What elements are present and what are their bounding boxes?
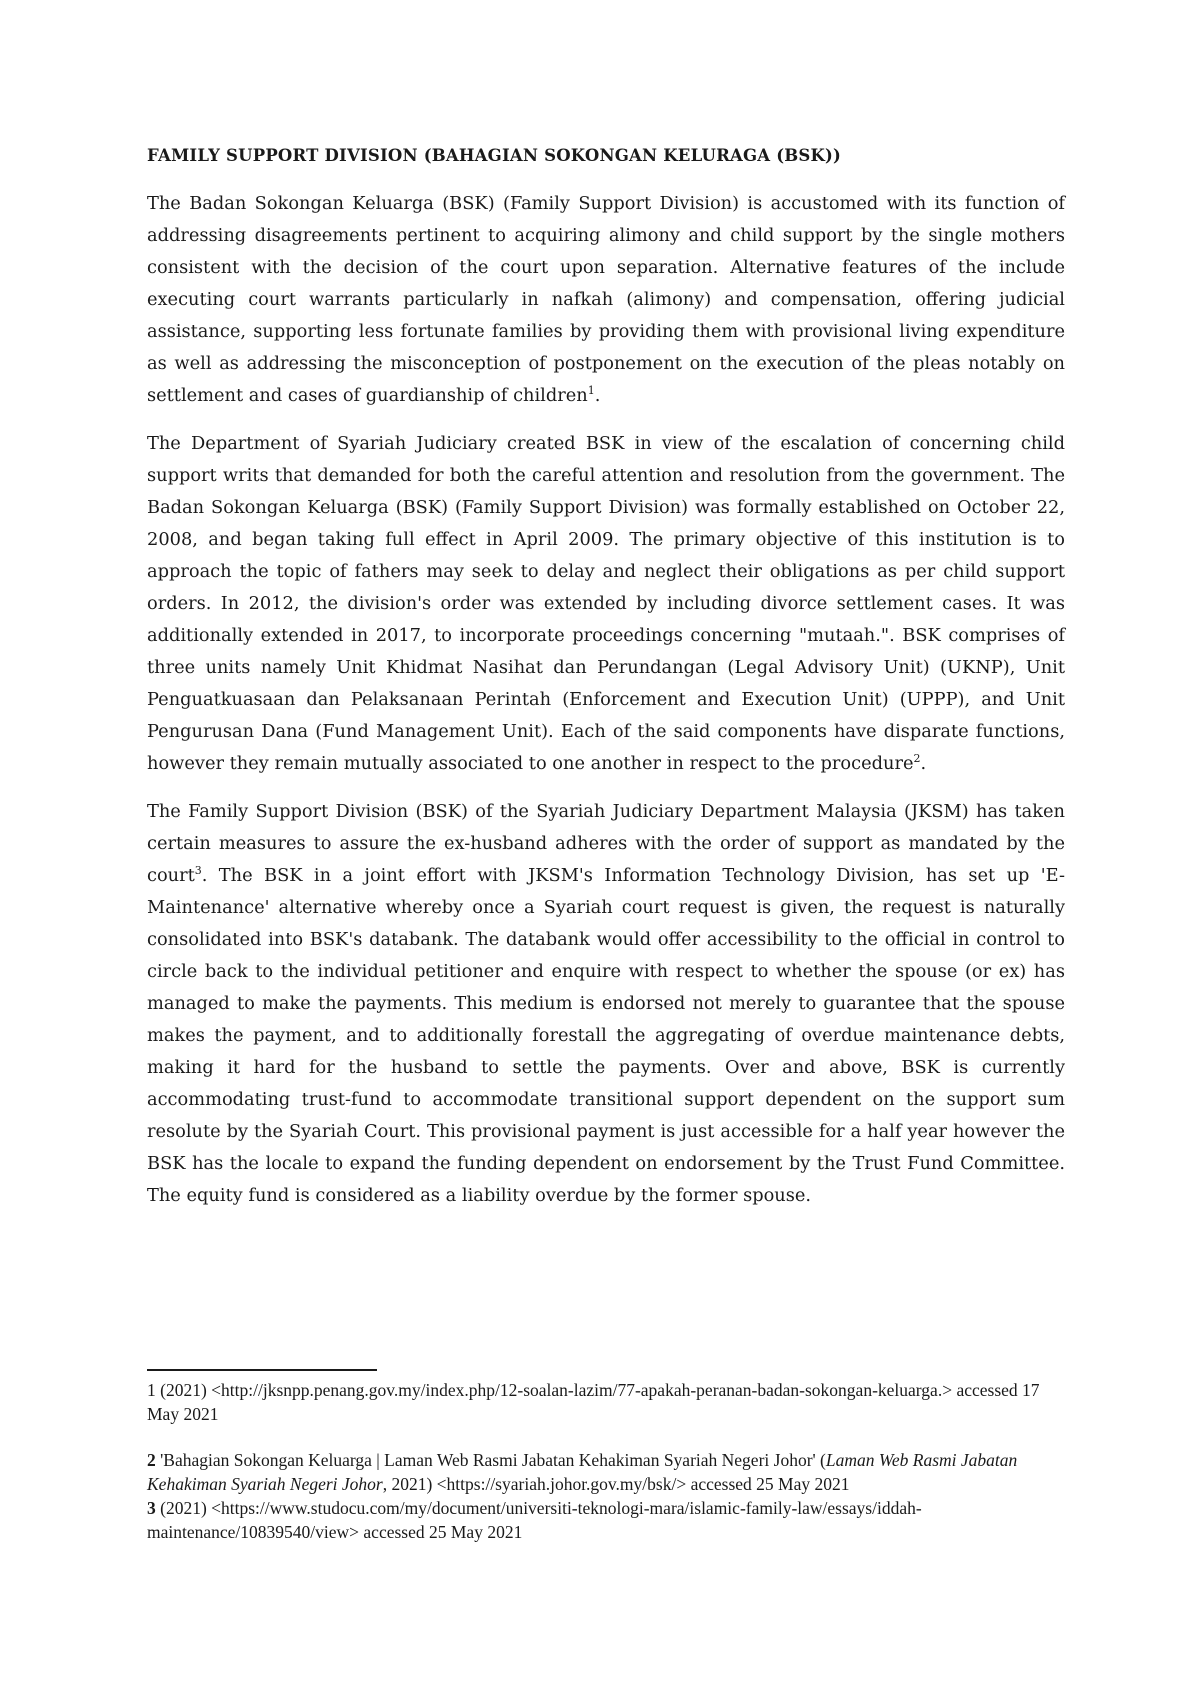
footnote-1-number: 1	[147, 1380, 156, 1400]
footnote-2-italic-title: Laman Web Rasmi Jabatan Kehakiman Syariah Negeri Johor	[147, 1450, 1018, 1494]
footnote-3-number: 3	[147, 1498, 156, 1518]
footnote-2	[147, 1448, 1065, 1496]
footnote-ref-3[interactable]: 3	[194, 864, 202, 878]
paragraph-2-tail: .	[920, 753, 927, 774]
footnote-1	[147, 1378, 1065, 1426]
paragraph-1	[147, 188, 1065, 412]
footnote-3	[147, 1496, 1065, 1544]
paragraph-2-text: The Department of Syariah Judiciary created BSK in view of the escalation of concerning child support writs that demanded for both the careful attention and resolution from the government. The Badan Sokongan Keluarga (BSK) (Family Support Division) was formally established on October 22, 2008, and began taking full effect in April 2009. The primary objective of this institution is to approach the topic of fathers may seek to delay and neglect their obligations as per child support orders. In 2012, the division's order was extended by including divorce settlement cases. It was additionally extended in 2017, to incorporate proceedings concerning "mutaah.". BSK comprises of three units namely Unit Khidmat Nasihat dan Perundangan (Legal Advisory Unit) (UKNP), Unit Penguatkuasaan dan Pelaksanaan Perintah (Enforcement and Execution Unit) (UPPP), and Unit Pengurusan Dana (Fund Management Unit). Each of the said components have disparate functions, however they remain mutually associated to one another in respect to the procedure	[147, 433, 1065, 774]
footnote-2-number: 2	[147, 1450, 156, 1470]
paragraph-3-text-after: . The BSK in a joint effort with JKSM's Information Technology Division, has set up 'E-Maintenance' alternative whereby once a Syariah court request is given, the request is naturally consolidated into BSK's databank. The databank would offer accessibility to the official in control to circle back to the individual petitioner and enquire with respect to whether the spouse (or ex) has managed to make the payments. This medium is endorsed not merely to guarantee that the spouse makes the payment, and to additionally forestall the aggregating of overdue maintenance debts, making it hard for the husband to settle the payments. Over and above, BSK is currently accommodating trust-fund to accommodate transitional support dependent on the support sum resolute by the Syariah Court. This provisional payment is just accessible for a half year however the BSK has the locale to expand the funding dependent on endorsement by the Trust Fund Committee. The equity fund is considered as a liability overdue by the former spouse.	[147, 865, 1065, 1206]
paragraph-2	[147, 428, 1065, 780]
section-heading: FAMILY SUPPORT DIVISION (BAHAGIAN SOKONGAN KELURAGA (BSK))	[147, 146, 842, 165]
body-text	[147, 188, 1065, 1228]
footnote-divider	[147, 1369, 377, 1371]
paragraph-1-tail: .	[594, 385, 601, 406]
footnote-2-text-before: 'Bahagian Sokongan Keluarga | Laman Web Rasmi Jabatan Kehakiman Syariah Negeri Johor' (	[155, 1450, 826, 1470]
paragraph-1-text: The Badan Sokongan Keluarga (BSK) (Family Support Division) is accustomed with its function of addressing disagreements pertinent to acquiring alimony and child support by the single mothers consistent with the decision of the court upon separation. Alternative features of the include executing court warrants particularly in nafkah (alimony) and compensation, offering judicial assistance, supporting less fortunate families by providing them with provisional living expenditure as well as addressing the misconception of postponement on the execution of the pleas notably on settlement and cases of guardianship of children	[147, 193, 1065, 406]
document-page	[147, 0, 1065, 1698]
paragraph-3	[147, 796, 1065, 1212]
footnote-ref-1[interactable]: 1	[587, 384, 595, 398]
paragraph-3-text-before: The Family Support Division (BSK) of the Syariah Judiciary Department Malaysia (JKSM) has taken certain measures to assure the ex-husband adheres with the order of support as mandated by the court	[147, 801, 1065, 886]
footnote-2-text-after: , 2021) <https://syariah.johor.gov.my/bsk/> accessed 25 May 2021	[382, 1474, 850, 1494]
footnote-ref-2[interactable]: 2	[913, 752, 921, 766]
footnote-1-text: (2021) <http://jksnpp.penang.gov.my/index.php/12-soalan-lazim/77-apakah-peranan-badan-sokongan-keluarga.> accessed 17 May 2021	[147, 1380, 1040, 1424]
footnotes	[147, 1378, 1065, 1544]
footnote-3-text: (2021) <https://www.studocu.com/my/document/universiti-teknologi-mara/islamic-family-law/essays/iddah-maintenance/10839540/view> accessed 25 May 2021	[147, 1498, 922, 1542]
